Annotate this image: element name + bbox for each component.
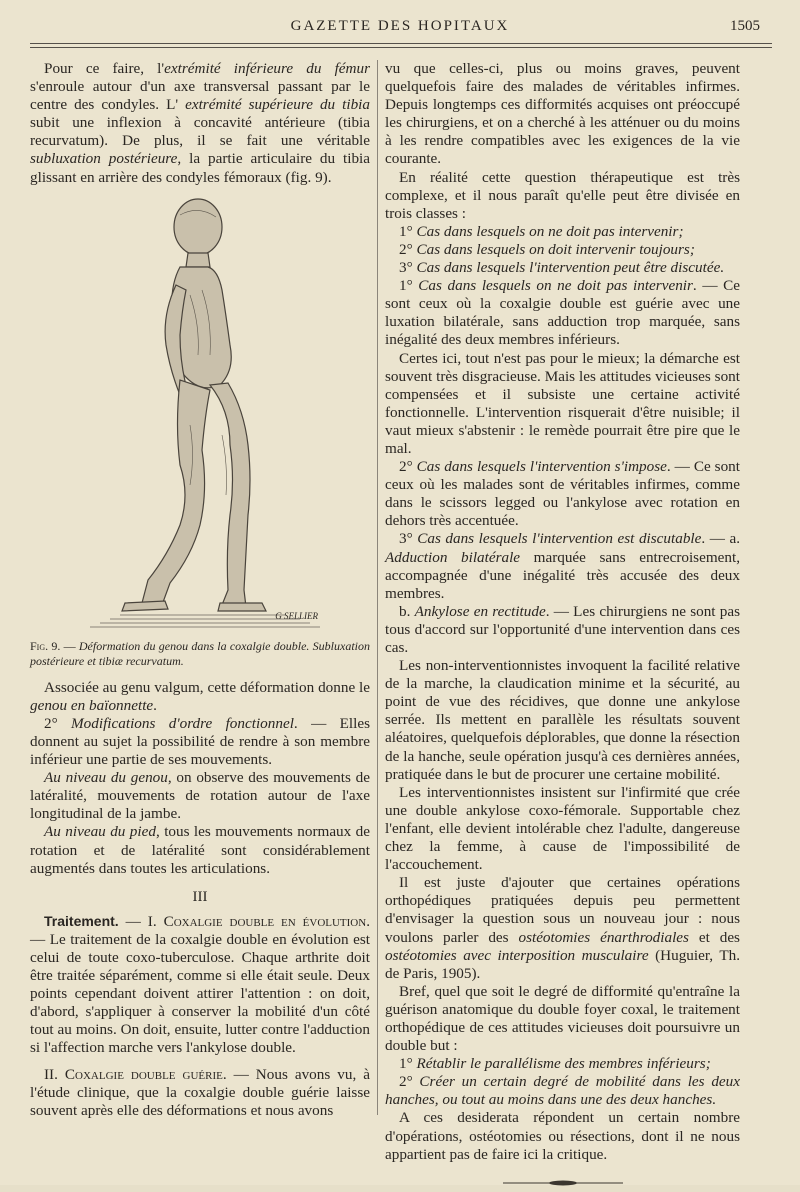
paragraph <box>30 823 370 877</box>
text: — I. <box>118 912 164 930</box>
text: marquée sans entrecroisement, accompagnée d'une inégalité très accusée des deux membres. <box>385 548 741 602</box>
text: . — Ce sont ceux où les malades sont de véritables infirmes, comme dans le scissors legged ou l'ankylose avec rotation en dehors très accentuée. <box>385 458 740 530</box>
paragraph <box>30 715 370 769</box>
figure-9 <box>30 195 370 635</box>
text: 2° <box>399 1073 420 1091</box>
list-item <box>385 1073 740 1109</box>
italic-text: Adduction bilatérale <box>385 548 521 566</box>
list-item <box>385 241 740 259</box>
text: Associée au genu valgum, cette déformation donne le <box>44 678 370 696</box>
paragraph <box>30 60 370 187</box>
header-rule-2 <box>30 47 772 48</box>
engraver-signature: G SELLIER <box>275 610 318 621</box>
smallcaps-heading: Coxalgie double guérie <box>64 1065 223 1083</box>
italic-text: genou en baïonnette <box>30 696 154 714</box>
engraving-child-figure <box>30 195 370 635</box>
italic-text: Cas dans lesquels on ne doit pas intervenir <box>418 277 693 295</box>
paragraph <box>30 769 370 823</box>
italic-text: Cas dans lesquels on ne doit pas intervenir; <box>416 222 684 240</box>
caption-text: Déformation du genou dans la coxalgie double. Subluxation postérieure et tibiæ recurvatum. <box>30 638 370 668</box>
paragraph <box>385 874 740 983</box>
italic-text: Au niveau du genou <box>44 769 168 787</box>
page-number: 1505 <box>730 18 760 34</box>
text: et des <box>688 928 740 946</box>
right-column <box>385 60 740 1192</box>
text: . — Nous avons vu, à l'étude clinique, que la coxalgie double guérie laisse souvent après elle des déformations et nous avons <box>30 1065 370 1119</box>
text: (Huguier, Th. de Paris, 1905). <box>385 946 740 982</box>
text: . — Elles donnent au sujet la possibilité de rendre à son membre inférieur une partie de ses mouvements. <box>30 714 370 769</box>
paragraph <box>30 912 370 1058</box>
section-heading: III <box>192 888 208 905</box>
smallcaps-heading: Coxalgie double en évolution <box>163 912 367 930</box>
bold-heading: Traitement. <box>44 912 119 929</box>
italic-text: Cas dans lesquels l'intervention est discutable <box>417 530 702 548</box>
text: 2° <box>44 714 72 732</box>
italic-text: Modifications d'ordre fonctionnel <box>71 714 294 732</box>
paragraph <box>385 458 740 530</box>
italic-text: extrémité inférieure du fémur <box>164 60 371 77</box>
text: 3° <box>399 259 417 277</box>
paragraph <box>385 530 740 602</box>
text: II. <box>44 1065 65 1083</box>
end-rule <box>503 1179 623 1187</box>
paragraph: Certes ici, tout n'est pas pour le mieux; la démarche est souvent très disgracieuse. Mais les attitudes vicieuses sont compensées et il subsiste une certaine activité fonctionnelle. L'intervention risquerait d'être nuisible; il vaut mieux s'abstenir : le remède pourrait être pire que le mal. <box>385 349 740 457</box>
paragraph: Bref, quel que soit le degré de difformité qu'entraîne la guérison anatomique du double foyer coxal, le traitement orthopédique de ces attitudes vicieuses doit poursuivre un double but : <box>385 982 740 1055</box>
paragraph <box>385 603 740 657</box>
text: 3° <box>399 530 418 548</box>
paragraph: Les interventionnistes insistent sur l'infirmité que crée une double ankylose coxo-fémorale. Supportable chez l'enfant, elle devient intolérable chez l'adulte, dangereuse chez la femme, à cause de l'impossibilité de l'accouchement. <box>385 783 740 874</box>
text: 1° <box>399 277 419 295</box>
text: 1° <box>399 1055 417 1073</box>
text: Il est juste d'ajouter que certaines opérations orthopédiques pratiquées depuis peu permettent d'envisager la question sous un nouveau jour : nous voulons parler des <box>385 874 740 946</box>
paragraph: Les non-interventionnistes invoquent la facilité relative de la marche, la claudication minime et la sécurité, au point de vue des récidives, que donne une ankylose serrée. Ils mettent en parallèle les résultats souvent aléatoires, quelquefois déplorables, que donne la résection de la hanche, seule opération jusqu'à ces dernières années, pratiquée dans le but de procurer une certaine mobilité. <box>385 657 740 783</box>
text: subit une inflexion à concavité antérieure (tibia recurvatum). De plus, il se fait une véritable <box>30 114 370 150</box>
text: , tous les mouvements normaux de rotation et de latéralité sont considérablement augmentés dans toutes les articulations. <box>30 823 370 877</box>
text: 2° <box>399 240 417 258</box>
italic-text: Cas dans lesquels l'intervention peut être discutée. <box>416 259 725 277</box>
italic-text: ostéotomies avec interposition musculaire <box>385 946 649 964</box>
italic-text: extrémité supérieure du tibia <box>185 96 370 114</box>
column-divider <box>377 60 378 1115</box>
text: , on observe des mouvements de latéralité, mouvements de rotation autour de l'axe longitudinal de la jambe. <box>30 769 370 823</box>
text: b. <box>399 602 415 620</box>
caption-label: Fig. 9. — <box>30 638 79 653</box>
italic-text: subluxation postérieure <box>30 150 178 168</box>
italic-text: Créer un certain degré de mobilité dans les deux hanches, ou tout au moins dans une des deux hanches. <box>385 1073 740 1109</box>
paragraph <box>30 1066 370 1120</box>
italic-text: Ankylose en rectitude <box>414 602 546 620</box>
end-ornament <box>385 1174 740 1192</box>
text: Pour ce faire, l' <box>44 60 165 77</box>
text: 2° <box>399 458 417 476</box>
text: . — Le traitement de la coxalgie double en évolution est celui de toute coxo-tuberculose. Chaque arthrite doit être traitée séparément, comme si elle était seule. Deux points cependant doivent attirer l'attention : on doit, d'abord, s'appliquer à conserver la mobilité d'un côté tout au moins. On doit, ensuite, lutter contre l'adduction si l'affection marche vers l'ankylose double. <box>30 912 370 1057</box>
italic-text: Rétablir le parallélisme des membres inférieurs; <box>416 1055 711 1073</box>
list-item <box>385 259 740 277</box>
text: , la partie articulaire du tibia glissant en arrière des condyles fémoraux (fig. 9). <box>30 150 371 186</box>
text: . — Les chirurgiens ne sont pas tous d'accord sur l'opportunité d'une intervention dans ces cas. <box>385 602 741 656</box>
text: . — Ce sont ceux où la coxalgie double est guérie avec une luxation bilatérale, sans adduction trop marquée, sans inégalité des deux membres inférieurs. <box>385 277 740 349</box>
text: . — a. <box>701 530 740 548</box>
header-rule <box>30 43 772 44</box>
child-silhouette <box>122 199 266 611</box>
list-item <box>385 223 740 241</box>
running-title: GAZETTE DES HOPITAUX <box>290 18 510 34</box>
text: . <box>153 696 157 714</box>
paragraph: En réalité cette question thérapeutique est très complexe, et il nous paraît qu'elle peut être divisée en trois classes : <box>385 168 740 222</box>
figure-caption <box>30 639 370 669</box>
italic-text: Au niveau du pied <box>44 823 156 841</box>
text: s'enroule autour d'un axe transversal passant par le centre des condyles. L' <box>30 78 370 114</box>
list-item <box>385 1055 740 1073</box>
italic-text: Cas dans lesquels on doit intervenir toujours; <box>416 240 695 258</box>
italic-text: Cas dans lesquels l'intervention s'impose <box>416 458 667 476</box>
paragraph <box>385 277 740 349</box>
left-column <box>30 60 370 1120</box>
paragraph <box>30 679 370 715</box>
italic-text: ostéotomies énarthrodiales <box>518 928 689 946</box>
paragraph: A ces desiderata répondent un certain nombre d'opérations, ostéotomies ou résections, dont il ne nous appartient pas de faire ici la critique. <box>385 1109 740 1163</box>
text: 1° <box>399 222 417 240</box>
paragraph: vu que celles-ci, plus ou moins graves, peuvent quelquefois faire des malades de véritables infirmes. Depuis longtemps ces difformités acquises ont préoccupé les chirurgiens, et on a cherché à les atténuer ou du moins à les rendre compatibles avec les exigences de la vie courante. <box>385 60 740 168</box>
